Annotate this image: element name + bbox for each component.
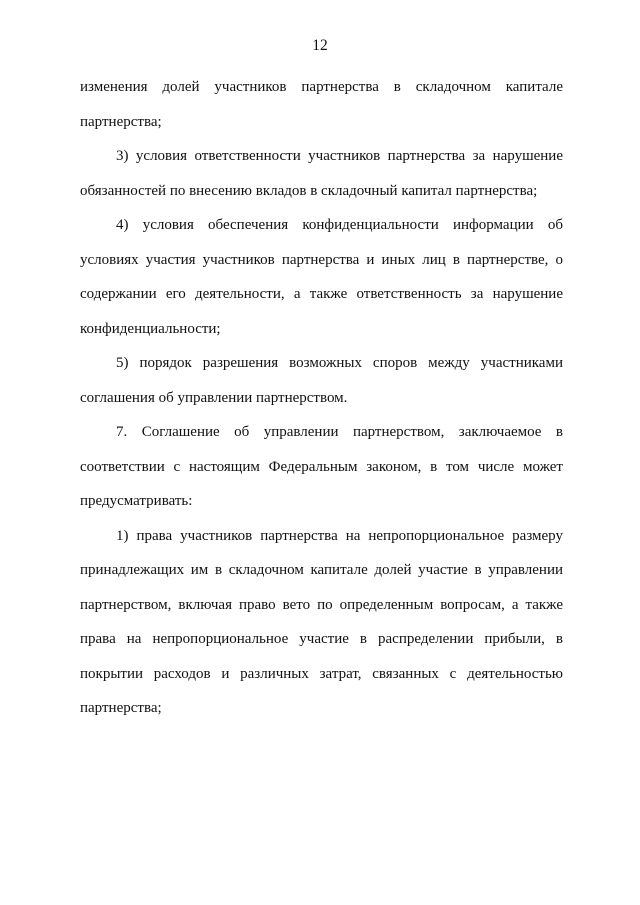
paragraph-section-7: 7. Соглашение об управлении партнерством, заключаемое в соответствии с настоящим Федеральным законом, в том числе может предусматривать: [80, 424, 563, 509]
paragraph-item-5: 5) порядок разрешения возможных споров между участниками соглашения об управлении партнерством. [80, 355, 563, 406]
page-number: 12 [312, 37, 328, 54]
paragraph-item-3: 3) условия ответственности участников партнерства за нарушение обязанностей по внесению вкладов в складочный капитал партнерства; [80, 148, 563, 199]
paragraph-item-4: 4) условия обеспечения конфиденциальности информации об условиях участия участников партнерства и иных лиц в партнерстве, о содержании его деятельности, а также ответственность за нарушение конфиденциальности; [80, 217, 563, 337]
document-body [80, 70, 563, 726]
paragraph-continuation: изменения долей участников партнерства в складочном капитале партнерства; [80, 79, 563, 130]
paragraph-item-1: 1) права участников партнерства на непропорциональное размеру принадлежащих им в складочном капитале долей участие в управлении партнерством, включая право вето по определенным вопросам, а также права на непропорциональное участие в распределении прибыли, в покрытии расходов и различных затрат, связанных с деятельностью партнерства; [80, 527, 563, 716]
